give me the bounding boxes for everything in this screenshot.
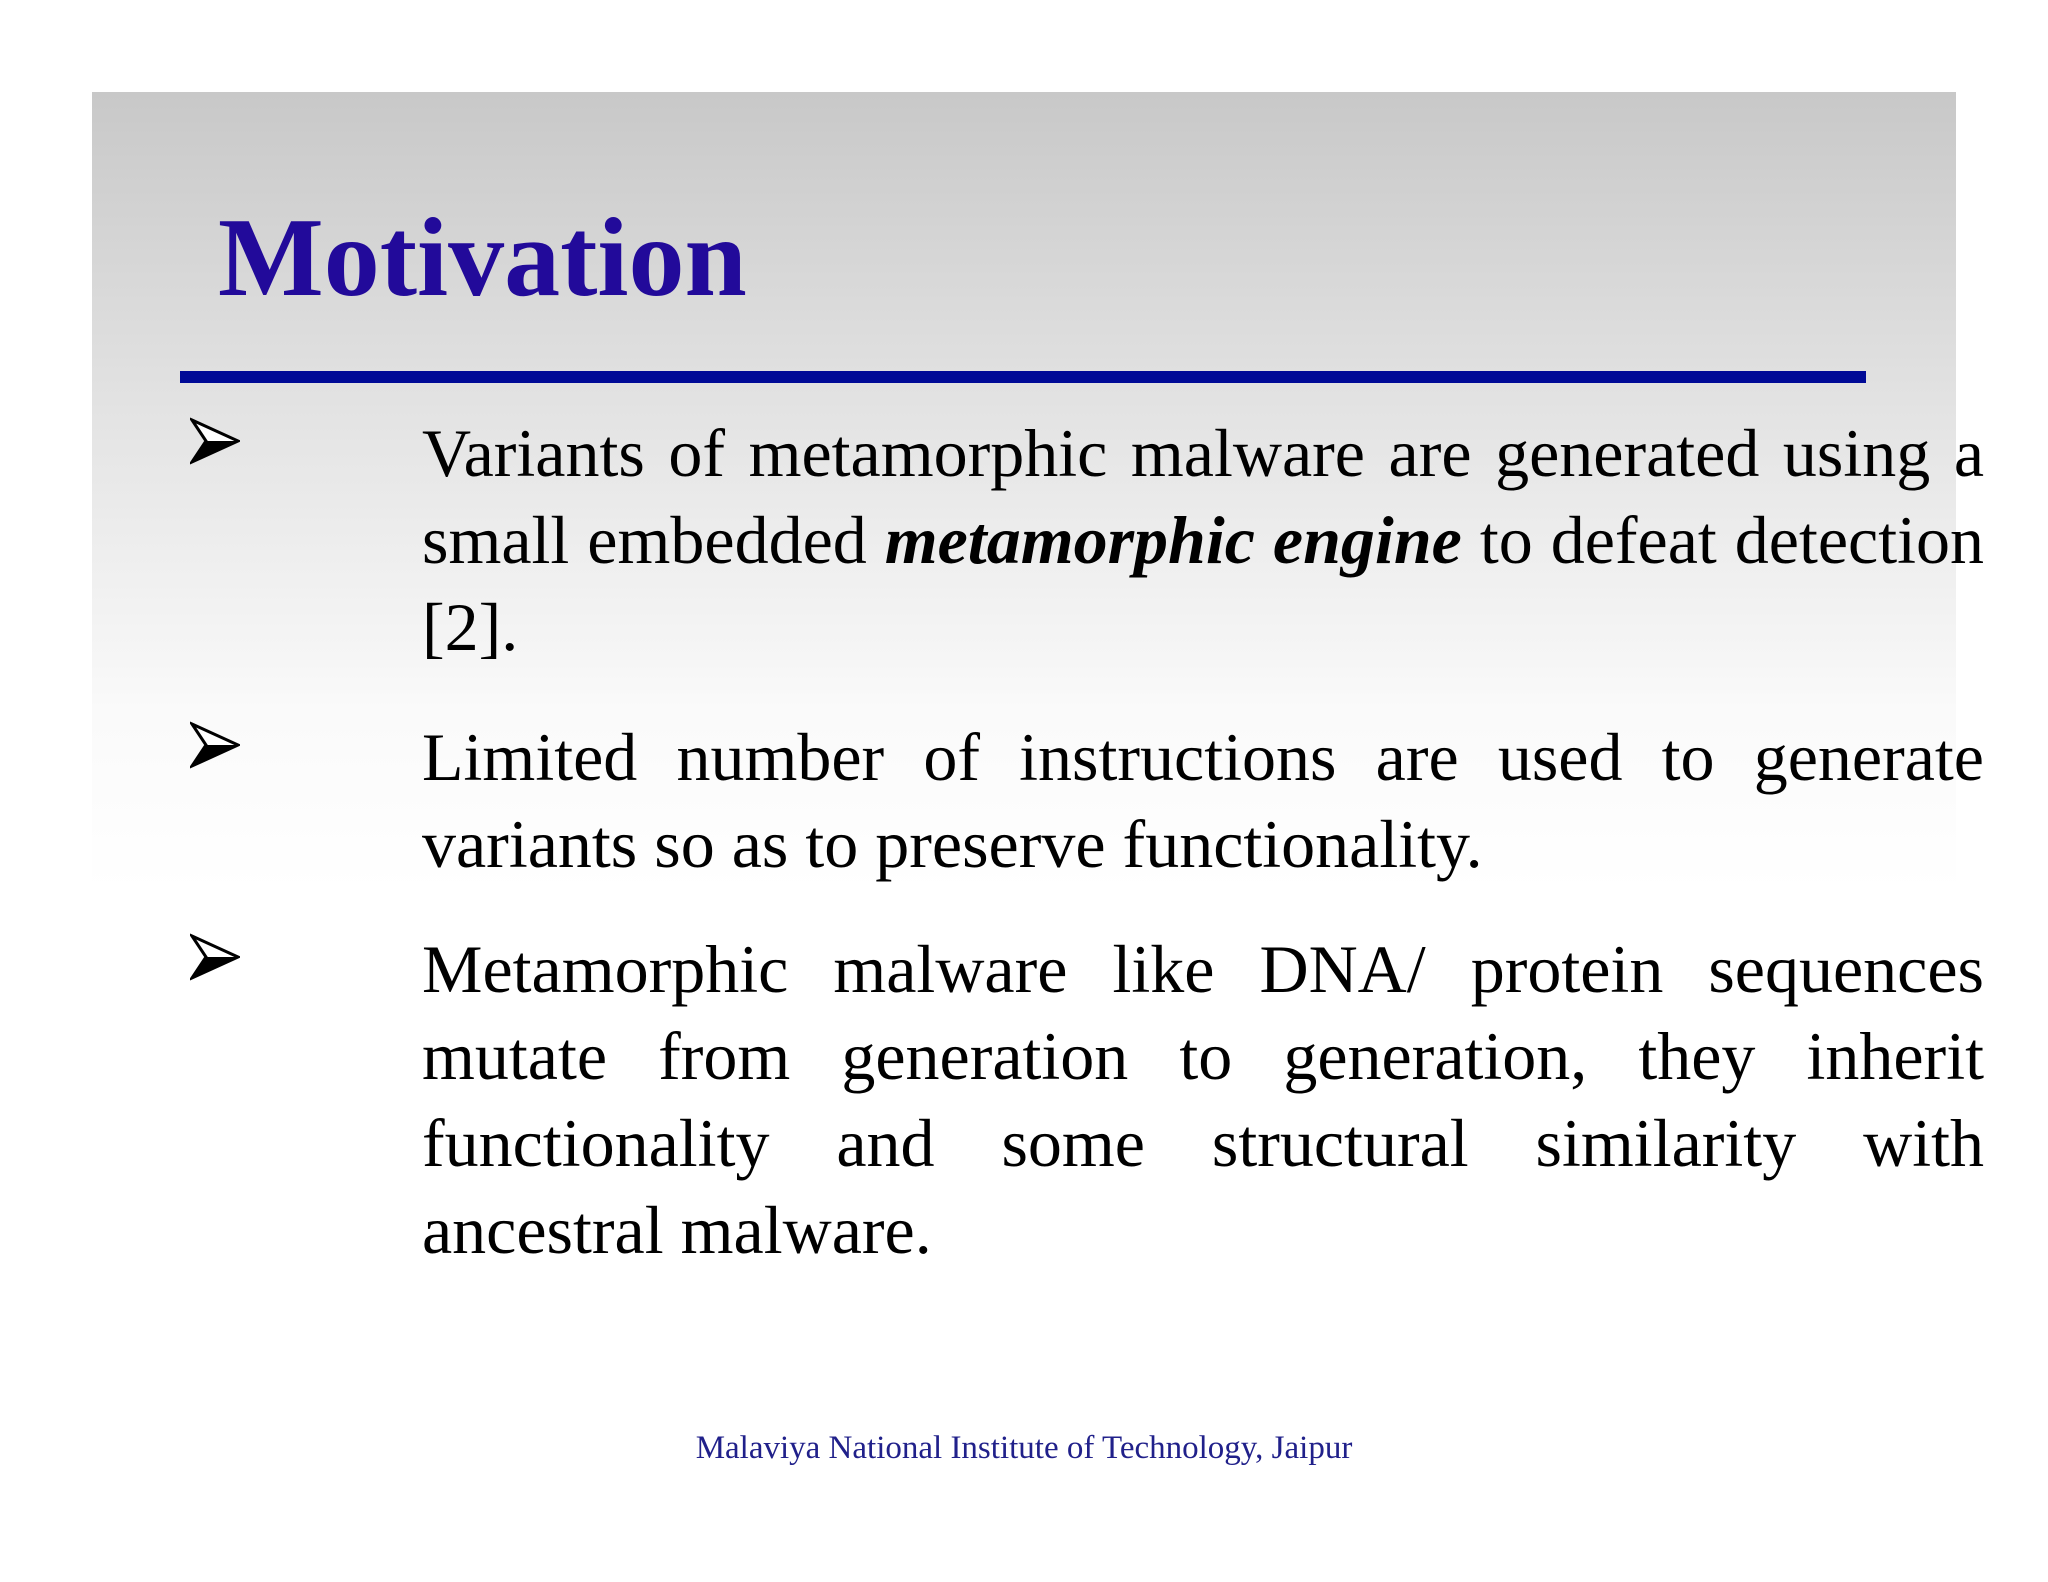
arrowhead-bullet-icon (190, 416, 240, 466)
bullet-text-before: Variants of metamorphic malware are generated using a small embedded (422, 415, 1984, 578)
bullet-text: Metamorphic malware like DNA/ protein sequences mutate from generation to generation, they inherit functionality and some structural similarity with ancestral malware. (422, 931, 1984, 1268)
bullet-text: Limited number of instructions are used to generate variants so as to preserve functionality. (422, 719, 1984, 882)
arrowhead-bullet-icon (190, 932, 240, 982)
bullet-text-emphasis: metamorphic engine (884, 502, 1462, 578)
bullet-text-after: to defeat detection [2]. (422, 502, 1985, 665)
arrowhead-bullet-icon (190, 720, 240, 770)
slide (92, 92, 1985, 1512)
slide-footer: Malaviya National Institute of Technology, Jaipur (695, 1430, 1353, 1466)
bullet-text (422, 410, 1984, 671)
title-divider (180, 371, 1866, 383)
slide-title: Motivation (218, 196, 747, 320)
